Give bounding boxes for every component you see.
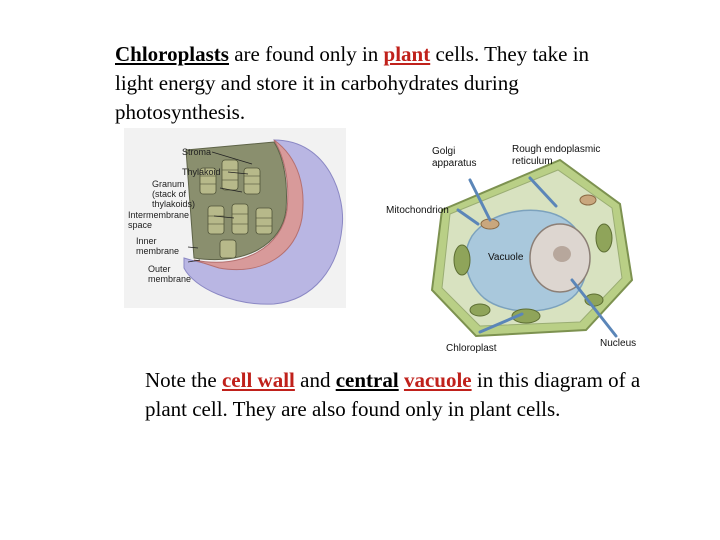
intro-text-1: are found only in [228,42,384,66]
note-text-1: Note the [145,368,222,392]
intro-paragraph [115,40,615,127]
label-intermembrane-2: space [128,220,153,230]
label-vacuole: Vacuole [488,252,524,263]
label-inner-1: Inner [136,236,157,246]
label-granum-3: thylakoids) [152,199,196,209]
chloroplast-diagram [124,128,346,308]
label-stroma: Stroma [182,147,212,157]
label-outer-2: membrane [148,274,192,284]
label-golgi-2: apparatus [432,158,477,169]
label-thylakoid: Thylakoid [182,167,221,177]
label-granum-1: Granum [152,179,185,189]
label-nucleus: Nucleus [600,338,637,349]
label-granum-2: (stack of [152,189,187,199]
label-golgi-1: Golgi [432,146,456,157]
note-text-2: and [294,368,336,392]
vacuole-term: vacuole [403,368,472,392]
label-intermembrane-1: Intermembrane [128,210,190,220]
chloroplasts-term: Chloroplasts [115,42,229,66]
plant-term: plant [383,42,431,66]
label-chloroplast: Chloroplast [446,343,497,354]
label-rer-2: reticulum [512,156,553,167]
plant-cell-diagram [380,140,648,356]
label-inner-2: membrane [136,246,180,256]
central-term: central [335,368,399,392]
intro-text-2: cells. They take in light energy and store it in carbohydrates during photosynthesis. [115,42,590,124]
label-mitochondrion: Mitochondrion [386,205,449,216]
note-paragraph [145,366,645,424]
label-outer-1: Outer [148,264,171,274]
label-rer-1: Rough endoplasmic [512,144,601,155]
note-text-4: in this diagram of a plant cell. They are also found only in plant cells. [145,368,641,421]
cell-wall-term: cell wall [221,368,295,392]
